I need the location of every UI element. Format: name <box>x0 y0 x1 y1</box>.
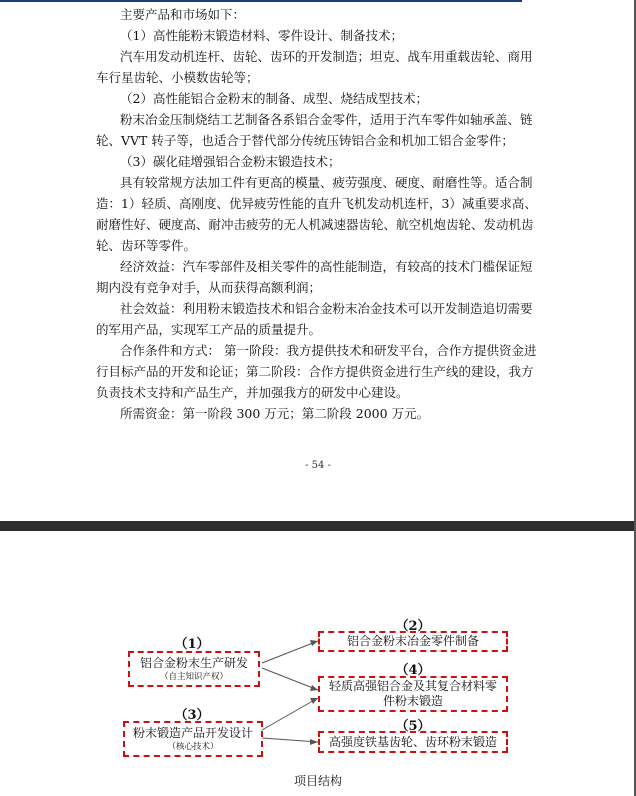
paragraph-item-3-desc: 具有较常规方法加工件有更高的模量、疲劳强度、硬度、耐磨性等。适合制造：1）轻质、高刚度、优异疲劳性能的直升飞机发动机连杆，3）减重要求高、耐磨性好、硬度高、耐冲击疲劳的无人机减速器齿轮、航空机炮齿轮、发动机齿轮、齿环等零件。 <box>96 175 537 253</box>
node-3-sub: （核心技术） <box>167 741 219 752</box>
page-number: - 54 - <box>305 460 331 471</box>
node-4-lightweight-composite-forging <box>318 676 508 712</box>
node-3-powder-forging-design <box>123 721 263 757</box>
node-5-label: 高强度铁基齿轮、齿环粉末锻造 <box>328 734 497 749</box>
paragraph-funding: 所需资金：第一阶段 300 万元；第二阶段 2000 万元。 <box>120 406 430 421</box>
node-5-number: （5） <box>395 719 431 734</box>
node-1-aluminum-powder-rnd <box>128 651 260 687</box>
paragraph-item-2: （2）高性能铝合金粉末的制备、成型、烧结成型技术； <box>120 91 428 106</box>
node-4-label: 轻质高强铝合金及其复合材料零件粉末锻造 <box>328 679 497 708</box>
page-separator <box>0 521 636 531</box>
node-1-label: 铝合金粉末生产研发 <box>139 655 248 670</box>
diagram-caption: 项目结构 <box>293 774 342 788</box>
paragraph-item-1: （1）高性能粉末锻造材料、零件设计、制备技术； <box>120 28 403 43</box>
paragraph-intro: 主要产品和市场如下： <box>120 7 246 22</box>
node-2-aluminum-pm-parts <box>318 631 508 652</box>
paragraph-item-2-desc: 粉末冶金压制烧结工艺制备各系铝合金零件，适用于汽车零件如轴承盖、链轮、VVT 转子等，也适合于替代部分传统压铸铝合金和机加工铝合金零件； <box>96 112 533 148</box>
node-1-number: （1） <box>174 637 210 652</box>
paragraph-social-benefit: 社会效益：利用粉末锻造技术和铝合金粉末冶金技术可以开发制造追切需要的军用产品，实现军工产品的质量提升。 <box>96 301 533 337</box>
node-1-sub: （自主知识产权） <box>159 671 228 682</box>
node-4-number: （4） <box>395 663 431 678</box>
node-3-number: （3） <box>174 708 210 723</box>
node-3-label: 粉末锻造产品开发设计 <box>132 725 253 740</box>
document-page-next <box>0 531 636 796</box>
paragraph-item-3: （3）碳化硅增强铝合金粉末锻造技术； <box>120 154 341 169</box>
paragraph-economic-benefit: 经济效益：汽车零部件及相关零件的高性能制造，有较高的技术门槛保证短期内没有竞争对手，从而获得高额利润； <box>96 259 533 295</box>
node-2-number: （2） <box>395 619 431 634</box>
paragraph-cooperation: 合作条件和方式： 第一阶段：我方提供技术和研发平台，合作方提供资金进行目标产品的开发和论证；第二阶段：合作方提供资金进行生产线的建设，我方负责技术支持和产品生产，并加强我方的研发中心建设。 <box>96 343 537 400</box>
header-rule <box>0 0 522 2</box>
node-5-iron-gear-forging <box>318 731 508 753</box>
paragraph-item-1-desc: 汽车用发动机连杆、齿轮、齿环的开发制造；坦克、战车用重载齿轮、商用车行星齿轮、小模数齿轮等； <box>96 49 533 85</box>
node-2-label: 铝合金粉末冶金零件制备 <box>346 634 479 648</box>
